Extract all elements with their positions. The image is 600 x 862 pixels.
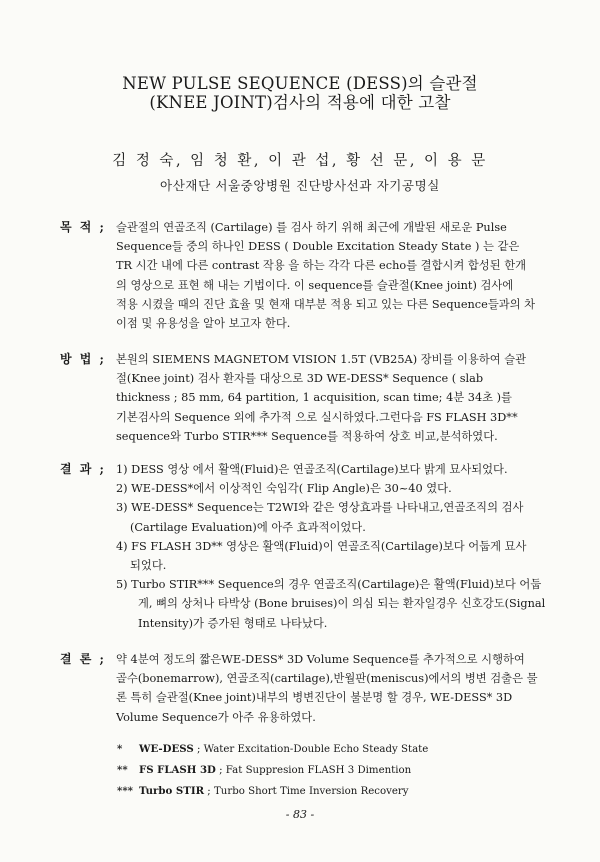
section-label-purpose: 목 적 ; [60, 220, 106, 234]
text-line: thickness ; 85 mm, 64 partition, 1 acquisition, scan time; 4분 34초 )를 [116, 391, 512, 405]
note-desc: ; Turbo Short Time Inversion Recovery [204, 786, 409, 797]
text-line: 기본검사의 Sequence 외에 추가적 으로 실시하였다.그런다음 FS FLASH 3D** [116, 410, 518, 424]
note-item [117, 781, 557, 802]
text-line: sequence와 Turbo STIR*** Sequence를 적용하여 상호 비교,분석하였다. [116, 429, 498, 443]
text-line: 슬관절의 연골조직 (Cartilage) 를 검사 하기 위해 최근에 개발된 새로운 Pulse [116, 221, 507, 234]
result-item: 3) WE-DESS* Sequence는 T2WI와 같은 영상효과를 나타내고,연골조직의 검사 [116, 501, 524, 515]
note-desc: ; Fat Suppresion FLASH 3 Dimention [215, 765, 412, 776]
text-line: 론 특히 슬관절(Knee joint)내부의 병변진단이 불분명 할 경우, WE-DESS* 3D [116, 691, 513, 705]
text-line: 적용 시켰을 때의 진단 효율 및 현재 대부분 적용 되고 있는 다른 Sequence들과의 차 [116, 297, 536, 311]
note-item [117, 739, 557, 760]
note-term: FS FLASH 3D [139, 764, 216, 776]
section-body-conclusion [116, 650, 558, 727]
section-label-results: 결 과 ; [60, 462, 106, 476]
text-line: Volume Sequence가 아주 유용하였다. [116, 710, 316, 724]
text-line: 의 영상으로 표현 해 내는 기법이다. 이 sequence를 슬관절(Knee joint) 검사에 [116, 278, 514, 292]
section-label-conclusion: 결 론 ; [60, 652, 106, 666]
result-item-continued: 게, 뼈의 상처나 타박상 (Bone bruises)이 의심 되는 환자일경우 신호강도(Signal [138, 597, 546, 611]
result-item: 4) FS FLASH 3D** 영상은 활액(Fluid)이 연골조직(Cartilage)보다 어둡게 묘사 [116, 539, 527, 553]
result-item-continued: Intensity)가 증가된 형태로 나타났다. [138, 616, 328, 630]
text-line: 이점 및 유용성을 알아 보고자 한다. [116, 317, 291, 331]
section-label-method: 방 법 ; [60, 352, 106, 366]
note-mark: * [117, 743, 123, 755]
text-line: 골수(bonemarrow), 연골조직(cartilage),반월판(meniscus)에서의 병변 검출은 물 [116, 672, 538, 686]
text-line: 본원의 SIEMENS MAGNETOM VISION 1.5T (VB25A) 장비를 이용하여 슬관 [116, 353, 527, 366]
note-mark: *** [117, 785, 133, 797]
text-line: Sequence들 중의 하나인 DESS ( Double Excitation Steady State ) 는 같은 [116, 240, 520, 254]
title-line-2: (KNEE JOINT)검사의 적용에 대한 고찰 [149, 93, 451, 112]
result-item: 2) WE-DESS*에서 이상적인 숙임각( Flip Angle)은 30~40 였다. [116, 482, 452, 496]
title-line-1: NEW PULSE SEQUENCE (DESS)의 슬관절 [122, 74, 478, 93]
section-body-method [116, 350, 558, 446]
note-desc: ; Water Excitation-Double Echo Steady State [193, 744, 429, 755]
result-item: 1) DESS 영상 에서 활액(Fluid)은 연골조직(Cartilage)보다 밝게 묘사되었다. [116, 463, 508, 476]
abbreviation-notes [117, 739, 557, 802]
note-term: WE-DESS [139, 743, 194, 755]
affiliation: 아산재단 서울중앙병원 진단방사선과 자기공명실 [160, 178, 440, 193]
note-term: Turbo STIR [139, 785, 205, 797]
authors: 김 정 숙, 임 청 환, 이 관 섭, 황 선 문, 이 용 문 [112, 153, 488, 169]
note-item [117, 760, 557, 781]
text-line: 절(Knee joint) 검사 환자를 대상으로 3D WE-DESS* Sequence ( slab [116, 372, 484, 386]
section-body-purpose [116, 218, 558, 333]
result-item-continued: 되었다. [130, 559, 167, 573]
page-number: - 83 - [285, 808, 315, 821]
text-line: 약 4분여 정도의 짧은WE-DESS* 3D Volume Sequence를 추가적으로 시행하여 [116, 653, 525, 666]
note-mark: ** [117, 764, 128, 776]
result-item: 5) Turbo STIR*** Sequence의 경우 연골조직(Cartilage)은 활액(Fluid)보다 어둡 [116, 578, 542, 592]
text-line: TR 시간 내에 다른 contrast 작용 을 하는 각각 다른 echo를 결합시켜 합성된 한개 [116, 259, 527, 273]
result-item-continued: (Cartilage Evaluation)에 아주 효과적이었다. [130, 520, 366, 534]
section-body-results [116, 460, 558, 633]
